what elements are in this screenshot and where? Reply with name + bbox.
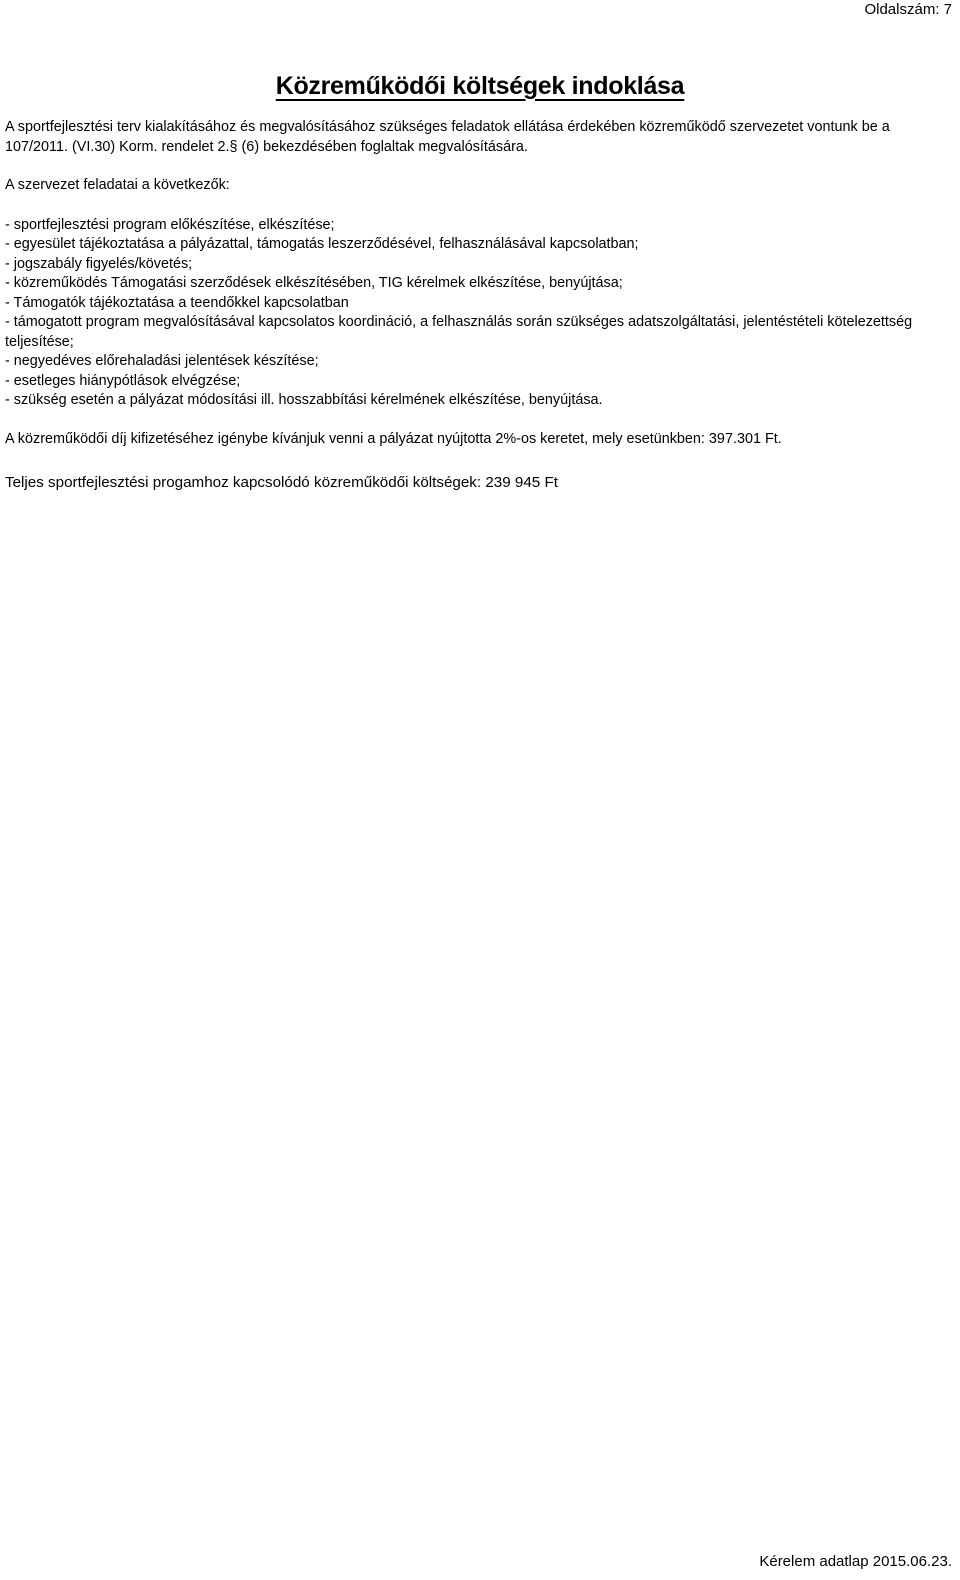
task-list — [5, 216, 950, 411]
page-title — [0, 69, 960, 103]
tasks-heading: A szervezet feladatai a következők: — [5, 177, 230, 193]
document-body — [5, 118, 950, 493]
task-item: - negyedéves előrehaladási jelentések készítése; — [5, 353, 319, 369]
task-item: - közreműködés Támogatási szerződések elkészítésében, TIG kérelmek elkészítése, benyújtása; — [5, 275, 623, 291]
fee-note: A közreműködői díj kifizetéséhez igénybe kívánjuk venni a pályázat nyújtotta 2%-os keretet, mely esetünkben: 397.301 Ft. — [5, 430, 782, 447]
page-title-text: Közreműködői költségek indoklása — [275, 71, 685, 100]
task-item: - támogatott program megvalósításával kapcsolatos koordináció, a felhasználás során szükséges adatszolgáltatási, jelentéstételi kötelezettség teljesítése; — [5, 314, 913, 350]
intro-paragraph: A sportfejlesztési terv kialakításához és megvalósításához szükséges feladatok ellátása érdekében közreműködő szervezetet vontunk be a 107/2011. (VI.30) Korm. rendelet 2.§ (6) bekezdésében foglaltak megvalósítására. — [5, 119, 890, 155]
page-number: Oldalszám: 7 — [864, 1, 952, 18]
form-date-footer: Kérelem adatlap 2015.06.23. — [759, 1553, 952, 1570]
total-cost: Teljes sportfejlesztési progamhoz kapcsolódó közreműködői költségek: 239 945 Ft — [5, 474, 558, 491]
task-item: - sportfejlesztési program előkészítése, elkészítése; — [5, 216, 335, 233]
task-item: - jogszabály figyelés/követés; — [5, 255, 193, 272]
task-item: - szükség esetén a pályázat módosítási ill. hosszabbítási kérelmének elkészítése, benyújtása. — [5, 392, 603, 408]
task-item: - Támogatók tájékoztatása a teendőkkel kapcsolatban — [5, 294, 349, 311]
task-item: - esetleges hiánypótlások elvégzése; — [5, 372, 241, 389]
task-item: - egyesület tájékoztatása a pályázattal, támogatás leszerződésével, felhasználásával kapcsolatban; — [5, 236, 639, 252]
